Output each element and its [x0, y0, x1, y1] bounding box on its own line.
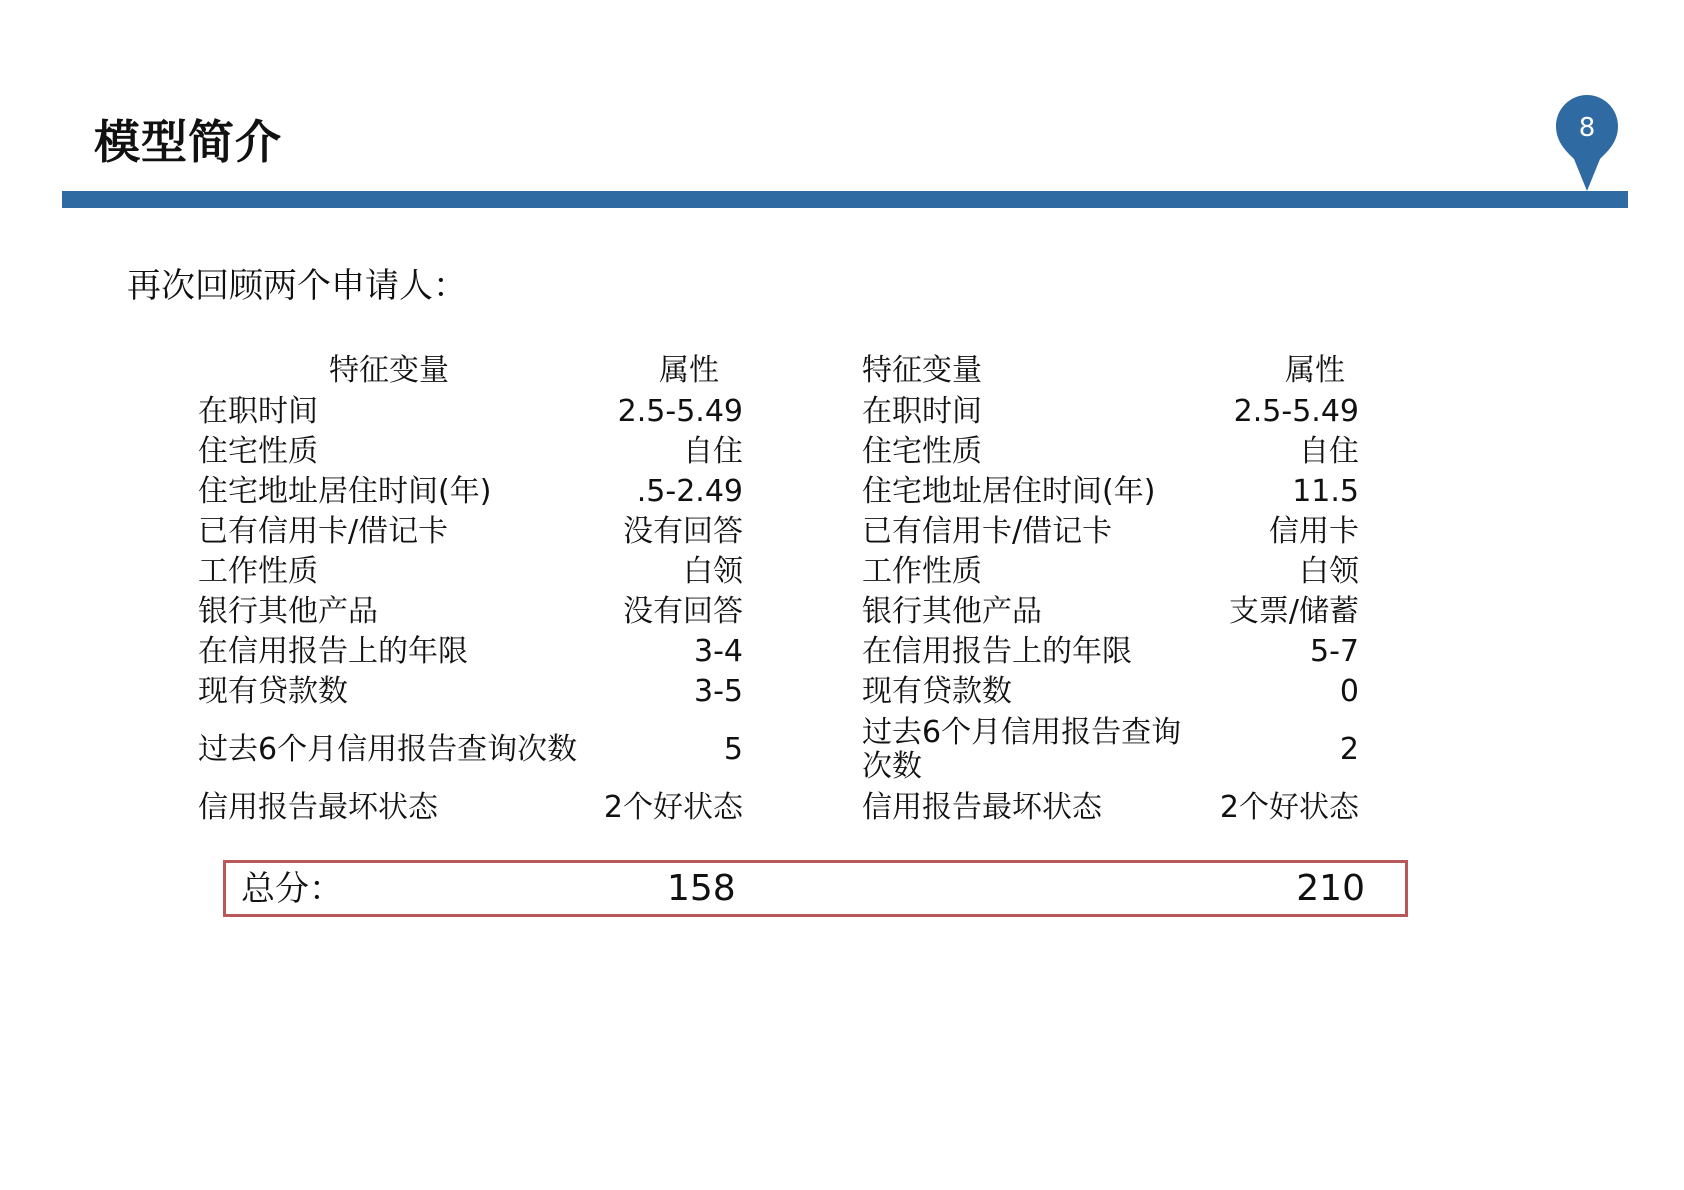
value-cell: 信用卡 — [1269, 514, 1359, 549]
feature-cell: 在信用报告上的年限 — [198, 634, 468, 669]
feature-cell: 住宅地址居住时间(年) — [862, 474, 1156, 509]
total-score-label: 总分： — [241, 869, 343, 909]
value-cell: 2个好状态 — [603, 790, 743, 825]
feature-cell: 现有贷款数 — [198, 674, 348, 709]
table-row — [862, 472, 1359, 512]
value-column-header: 属性 — [659, 353, 719, 388]
applicant-b-total-score: 210 — [1296, 868, 1365, 909]
feature-cell: 住宅性质 — [198, 434, 318, 469]
table-row — [862, 632, 1359, 672]
feature-cell: 过去6个月信用报告查询次数 — [862, 715, 1182, 784]
table-row — [198, 672, 743, 712]
value-cell: 3-5 — [694, 674, 743, 709]
table-row — [862, 592, 1359, 632]
table-row — [862, 672, 1359, 712]
feature-cell: 工作性质 — [198, 554, 318, 589]
table-header-row — [198, 350, 743, 392]
feature-cell: 住宅地址居住时间(年) — [198, 474, 492, 509]
feature-cell: 现有贷款数 — [862, 674, 1012, 709]
page-number-marker — [1556, 95, 1618, 191]
value-column-header: 属性 — [1285, 353, 1345, 388]
value-cell: 支票/储蓄 — [1228, 594, 1359, 629]
feature-cell: 住宅性质 — [862, 434, 982, 469]
feature-cell: 工作性质 — [862, 554, 982, 589]
feature-cell: 过去6个月信用报告查询次数 — [198, 732, 578, 767]
table-row — [862, 552, 1359, 592]
page-number: 8 — [1578, 113, 1596, 143]
feature-cell: 在职时间 — [862, 394, 982, 429]
value-cell: 2.5-5.49 — [1233, 394, 1359, 429]
value-cell: 3-4 — [694, 634, 743, 669]
feature-cell: 银行其他产品 — [862, 594, 1042, 629]
value-cell: 自住 — [1299, 434, 1359, 469]
table-row — [198, 552, 743, 592]
value-cell: .5-2.49 — [636, 474, 743, 509]
feature-cell: 信用报告最坏状态 — [198, 790, 438, 825]
applicant-a-table — [198, 350, 743, 828]
value-cell: 2 — [1339, 732, 1359, 767]
feature-column-header: 特征变量 — [862, 353, 982, 388]
table-row — [198, 592, 743, 632]
applicant-b-table — [862, 350, 1359, 828]
value-cell: 5 — [723, 732, 743, 767]
value-cell: 2个好状态 — [1219, 790, 1359, 825]
value-cell: 没有回答 — [623, 594, 743, 629]
table-row — [198, 432, 743, 472]
value-cell: 5-7 — [1310, 634, 1359, 669]
table-row — [198, 512, 743, 552]
feature-cell: 银行其他产品 — [198, 594, 378, 629]
applicant-a-total-score: 158 — [667, 868, 736, 909]
value-cell: 没有回答 — [623, 514, 743, 549]
table-row — [198, 712, 743, 788]
table-row — [198, 632, 743, 672]
slide-title: 模型简介 — [94, 115, 282, 169]
table-row — [862, 712, 1359, 788]
feature-cell: 在信用报告上的年限 — [862, 634, 1132, 669]
feature-cell: 已有信用卡/借记卡 — [198, 514, 449, 549]
value-cell: 自住 — [683, 434, 743, 469]
table-header-row — [862, 350, 1359, 392]
feature-cell: 信用报告最坏状态 — [862, 790, 1102, 825]
value-cell: 白领 — [1299, 554, 1359, 589]
table-row — [198, 472, 743, 512]
value-cell: 白领 — [683, 554, 743, 589]
intro-text: 再次回顾两个申请人： — [127, 266, 467, 306]
table-row — [862, 788, 1359, 828]
table-row — [862, 432, 1359, 472]
table-row — [198, 788, 743, 828]
total-score-box — [223, 860, 1408, 917]
map-pin-icon — [1556, 95, 1618, 191]
table-row — [862, 392, 1359, 432]
feature-column-header: 特征变量 — [329, 353, 449, 388]
table-row — [862, 512, 1359, 552]
table-row — [198, 392, 743, 432]
feature-cell: 已有信用卡/借记卡 — [862, 514, 1113, 549]
value-cell: 0 — [1339, 674, 1359, 709]
value-cell: 11.5 — [1292, 474, 1359, 509]
feature-cell: 在职时间 — [198, 394, 318, 429]
title-divider-bar — [62, 191, 1628, 208]
value-cell: 2.5-5.49 — [617, 394, 743, 429]
